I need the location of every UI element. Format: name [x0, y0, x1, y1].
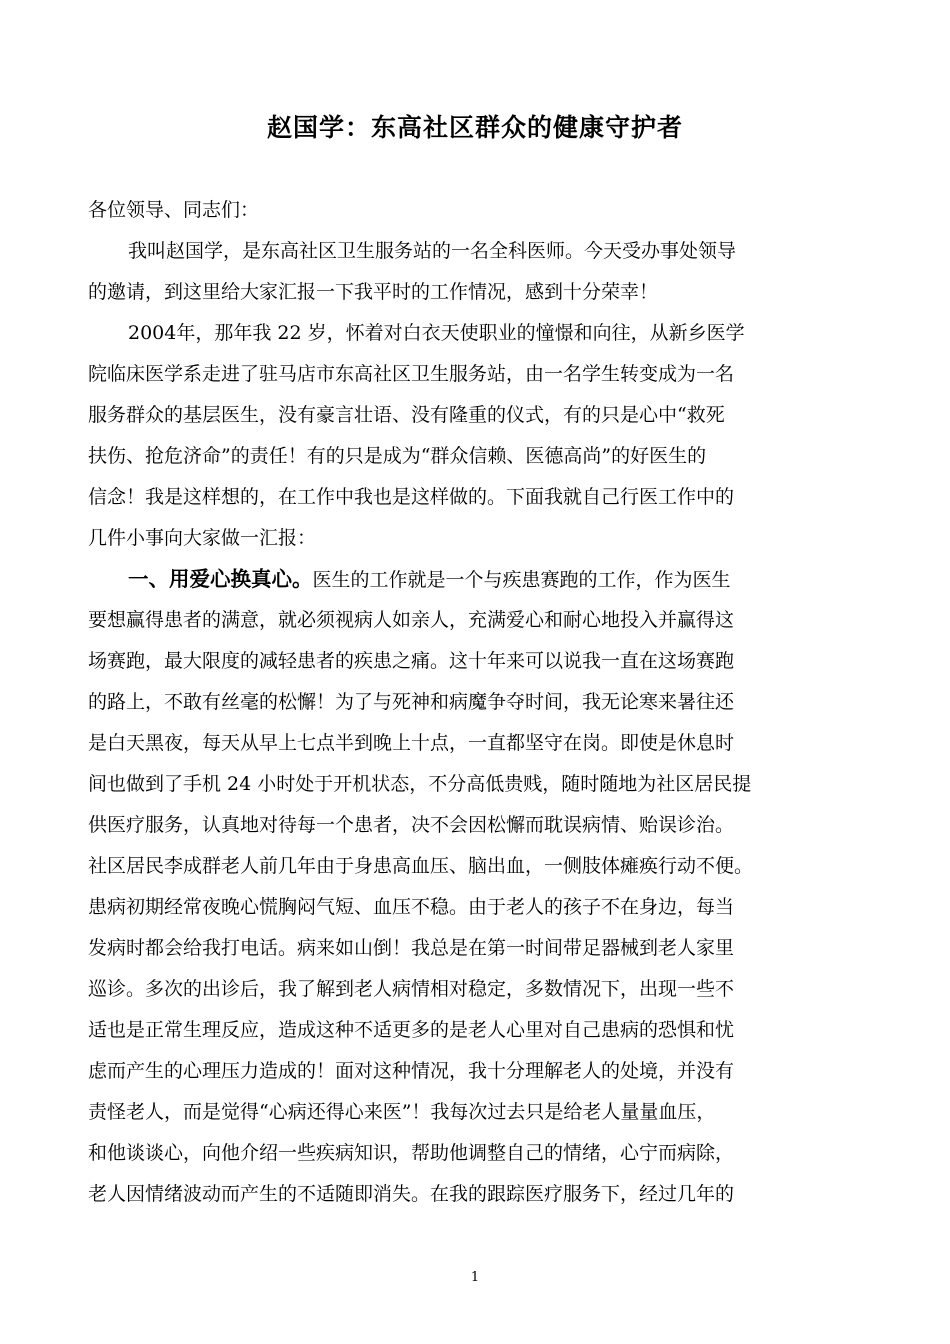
text-line: 的邀请，到这里给大家汇报一下我平时的工作情况，感到十分荣幸！ — [88, 281, 659, 303]
section-first-line — [88, 559, 863, 600]
text-line: 的路上，不敢有丝毫的松懈！为了与死神和病魔争夺时间，我无论寒来暑往还 — [88, 691, 735, 713]
text-line: 扶伤、抢危济命”的责任！有的只是成为“群众信赖、医德高尚”的好医生的 — [88, 445, 707, 467]
greeting-line: 各位领导、同志们： — [88, 199, 260, 221]
text-line: 适也是正常生理反应，造成这种不适更多的是老人心里对自己患病的恐惧和忧 — [88, 1019, 735, 1041]
document-title: 赵国学：东高社区群众的健康守护者 — [266, 113, 683, 142]
document-body — [88, 190, 863, 1215]
text-line: 发病时都会给我打电话。病来如山倒！我总是在第一时间带足器械到老人家里 — [88, 937, 735, 959]
text-line: 虑而产生的心理压力造成的！面对这种情况，我十分理解老人的处境，并没有 — [88, 1060, 735, 1082]
page-number: 1 — [470, 1270, 480, 1285]
text-line: 信念！我是这样想的，在工作中我也是这样做的。下面我就自己行医工作中的 — [88, 486, 735, 508]
text-line: 间也做到了手机 24 小时处于开机状态，不分高低贵贱，随时随地为社区居民提 — [88, 773, 752, 795]
text-line: 供医疗服务，认真地对待每一个患者，决不会因松懈而耽误病情、贻误诊治。 — [88, 814, 735, 836]
text-line: 服务群众的基层医生，没有豪言壮语、没有隆重的仪式，有的只是心中“救死 — [88, 404, 725, 426]
text-line: 2004年，那年我 22 岁，怀着对白衣天使职业的憧憬和向往，从新乡医学 — [128, 322, 745, 344]
text-line: 院临床医学系走进了驻马店市东高社区卫生服务站，由一名学生转变成为一名 — [88, 363, 735, 385]
text-line: 场赛跑，最大限度的减轻患者的疾患之痛。这十年来可以说我一直在这场赛跑 — [88, 650, 735, 672]
section-first-line-text: 医生的工作就是一个与疾患赛跑的工作，作为医生 — [312, 569, 731, 591]
text-line: 是白天黑夜，每天从早上七点半到晚上十点，一直都坚守在岗。即使是休息时 — [88, 732, 735, 754]
text-line: 几件小事向大家做一汇报： — [88, 527, 317, 549]
text-line: 要想赢得患者的满意，就必须视病人如亲人，充满爱心和耐心地投入并赢得这 — [88, 609, 735, 631]
text-line: 巡诊。多次的出诊后，我了解到老人病情相对稳定，多数情况下，出现一些不 — [88, 978, 735, 1000]
text-line: 老人因情绪波动而产生的不适随即消失。在我的跟踪医疗服务下，经过几年的 — [88, 1183, 735, 1205]
text-line: 责怪老人，而是觉得“心病还得心来医”！我每次过去只是给老人量量血压， — [88, 1101, 716, 1123]
text-line: 社区居民李成群老人前几年由于身患高血压、脑出血，一侧肢体瘫痪行动不便。 — [88, 855, 754, 877]
text-line: 和他谈谈心，向他介绍一些疾病知识，帮助他调整自己的情绪，心宁而病除， — [88, 1142, 735, 1164]
text-line: 患病初期经常夜晚心慌胸闷气短、血压不稳。由于老人的孩子不在身边，每当 — [88, 896, 735, 918]
text-line: 我叫赵国学，是东高社区卫生服务站的一名全科医师。今天受办事处领导 — [128, 240, 737, 262]
section-heading: 一、用爱心换真心。 — [128, 567, 313, 591]
